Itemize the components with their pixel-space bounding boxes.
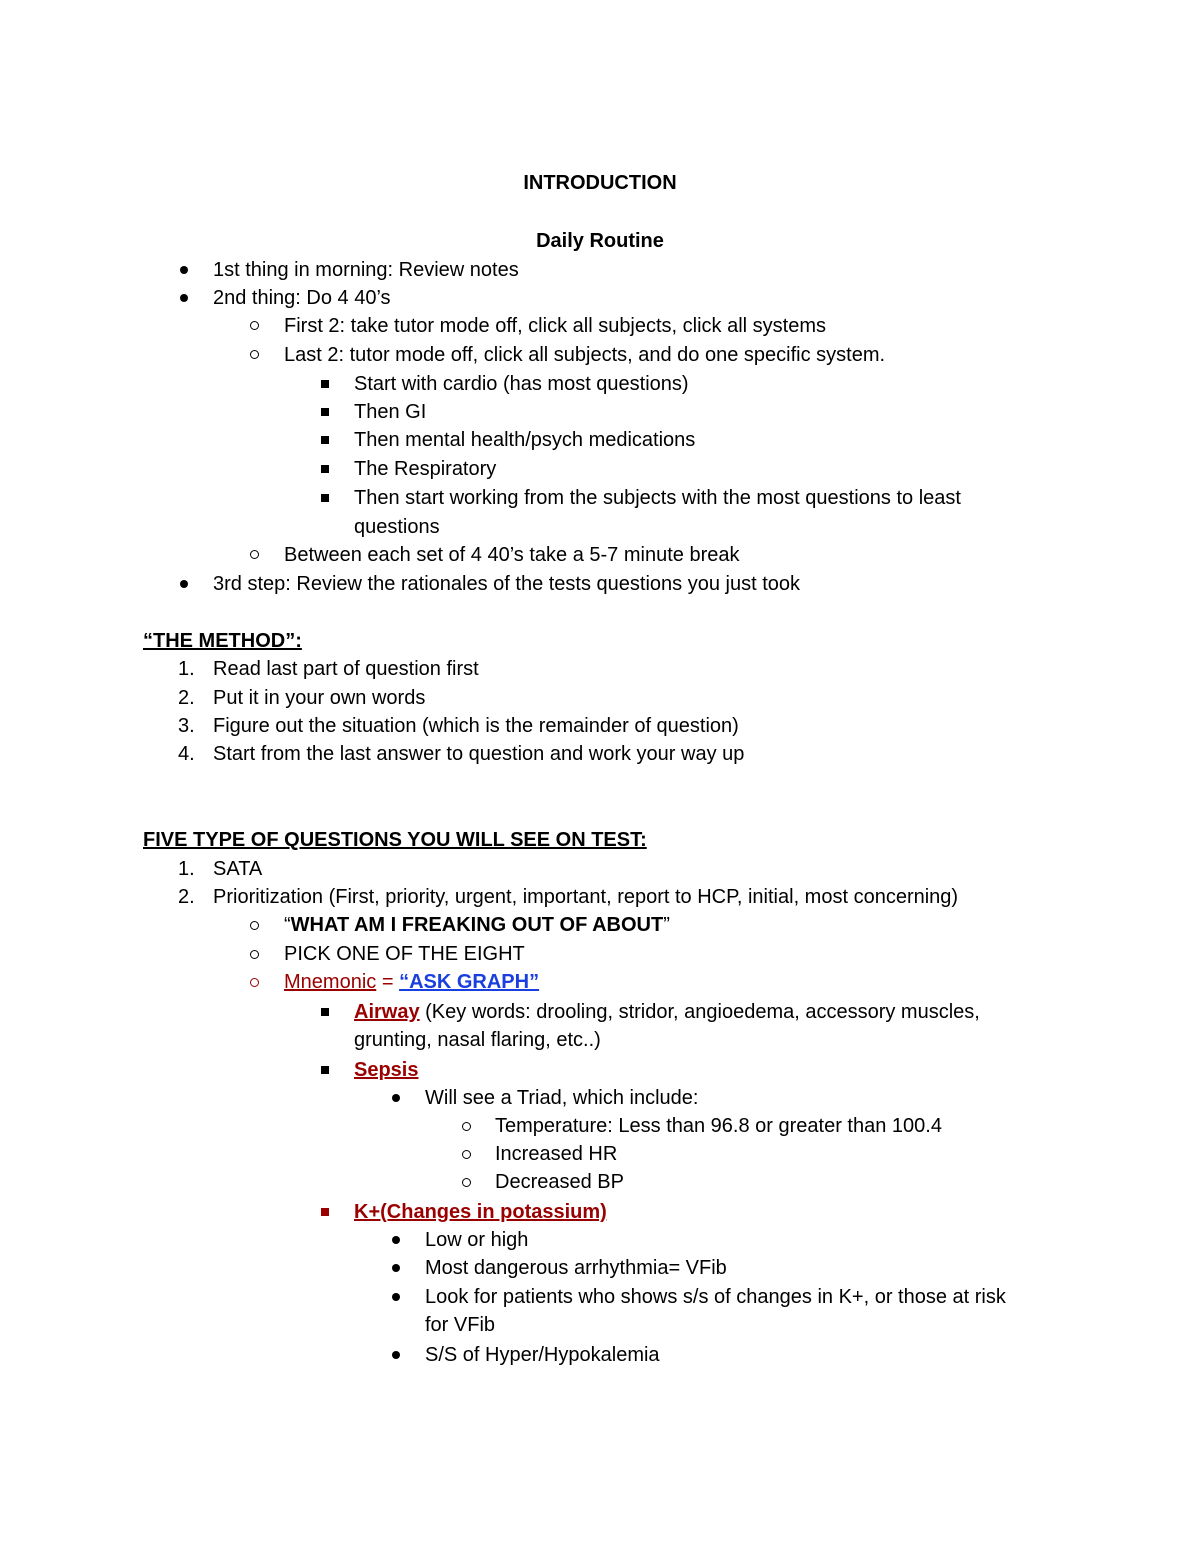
list-item: SATA [213, 858, 263, 880]
list-item: Temperature: Less than 96.8 or greater than 100.4 [495, 1115, 942, 1137]
mnemonic-equals: = [376, 971, 400, 993]
bullet-disc [392, 1351, 400, 1359]
bullet-square [321, 408, 329, 416]
list-item: Put it in your own words [213, 687, 426, 709]
bullet-disc [392, 1293, 400, 1301]
list-item: PICK ONE OF THE EIGHT [284, 943, 525, 965]
bullet-disc [180, 580, 188, 588]
daily-routine-heading: Daily Routine [536, 230, 664, 252]
list-item: Start from the last answer to question and work your way up [213, 743, 745, 765]
list-item: Last 2: tutor mode off, click all subjects, and do one specific system. [284, 344, 886, 366]
bullet-disc [392, 1264, 400, 1272]
bullet-square [321, 1066, 329, 1074]
bullet-square [321, 436, 329, 444]
list-item-continuation: grunting, nasal flaring, etc..) [354, 1029, 601, 1051]
list-item-continuation: for VFib [425, 1314, 496, 1336]
bullet-square [321, 494, 329, 502]
list-item: Decreased BP [495, 1171, 624, 1193]
list-item: Will see a Triad, which include: [425, 1087, 699, 1109]
list-item: 3rd step: Review the rationales of the tests questions you just took [213, 573, 800, 595]
list-item: 2nd thing: Do 4 40’s [213, 287, 391, 309]
mnemonic-label: Mnemonic [284, 971, 377, 993]
list-item: Then mental health/psych medications [354, 429, 696, 451]
bullet-disc [180, 294, 188, 302]
potassium-label: K+(Changes in potassium) [354, 1201, 607, 1223]
list-item [354, 1000, 980, 1024]
bullet-circle [462, 1122, 471, 1131]
list-item: Read last part of question first [213, 658, 479, 680]
freak-text: WHAT AM I FREAKING OUT OF ABOUT [290, 914, 664, 936]
quote-close: ” [663, 914, 670, 936]
list-item: Low or high [425, 1229, 529, 1251]
list-number: 3. [178, 715, 195, 737]
bullet-square [321, 1208, 329, 1216]
list-item: Most dangerous arrhythmia= VFib [425, 1257, 727, 1279]
sepsis-label: Sepsis [354, 1059, 419, 1081]
bullet-disc [392, 1236, 400, 1244]
quote-open: “ [284, 914, 291, 936]
list-number: 2. [178, 886, 195, 908]
list-item [284, 913, 670, 937]
method-heading: “THE METHOD”: [143, 630, 302, 652]
list-number: 1. [178, 658, 195, 680]
list-item: 1st thing in morning: Review notes [213, 259, 519, 281]
mnemonic-value: “ASK GRAPH” [399, 971, 540, 993]
bullet-square [321, 1008, 329, 1016]
bullet-circle [250, 350, 259, 359]
bullet-square [321, 465, 329, 473]
mnemonic-line [284, 970, 539, 994]
list-item: Prioritization (First, priority, urgent, important, report to HCP, initial, most concerning) [213, 886, 959, 908]
list-item: First 2: take tutor mode off, click all subjects, click all systems [284, 315, 827, 337]
five-types-heading: FIVE TYPE OF QUESTIONS YOU WILL SEE ON TEST: [143, 829, 647, 851]
bullet-circle [250, 921, 259, 930]
bullet-circle [462, 1178, 471, 1187]
list-item: Start with cardio (has most questions) [354, 373, 689, 395]
bullet-circle [462, 1150, 471, 1159]
list-number: 1. [178, 858, 195, 880]
list-item: The Respiratory [354, 458, 497, 480]
list-item-continuation: questions [354, 516, 440, 538]
list-number: 4. [178, 743, 195, 765]
bullet-circle [250, 550, 259, 559]
list-item: Then start working from the subjects with the most questions to least [354, 487, 961, 509]
list-item: Figure out the situation (which is the remainder of question) [213, 715, 739, 737]
bullet-square [321, 380, 329, 388]
airway-label: Airway [354, 1001, 420, 1023]
list-item: Between each set of 4 40’s take a 5-7 minute break [284, 544, 740, 566]
page-title: INTRODUCTION [523, 172, 677, 194]
airway-text: (Key words: drooling, stridor, angioedema, accessory muscles, [419, 1001, 980, 1023]
bullet-circle [250, 950, 259, 959]
list-item: Look for patients who shows s/s of changes in K+, or those at risk [425, 1286, 1006, 1308]
bullet-disc [392, 1094, 400, 1102]
list-number: 2. [178, 687, 195, 709]
bullet-circle [250, 978, 259, 987]
list-item: S/S of Hyper/Hypokalemia [425, 1344, 660, 1366]
bullet-disc [180, 266, 188, 274]
list-item: Then GI [354, 401, 427, 423]
bullet-circle [250, 321, 259, 330]
list-item: Increased HR [495, 1143, 618, 1165]
